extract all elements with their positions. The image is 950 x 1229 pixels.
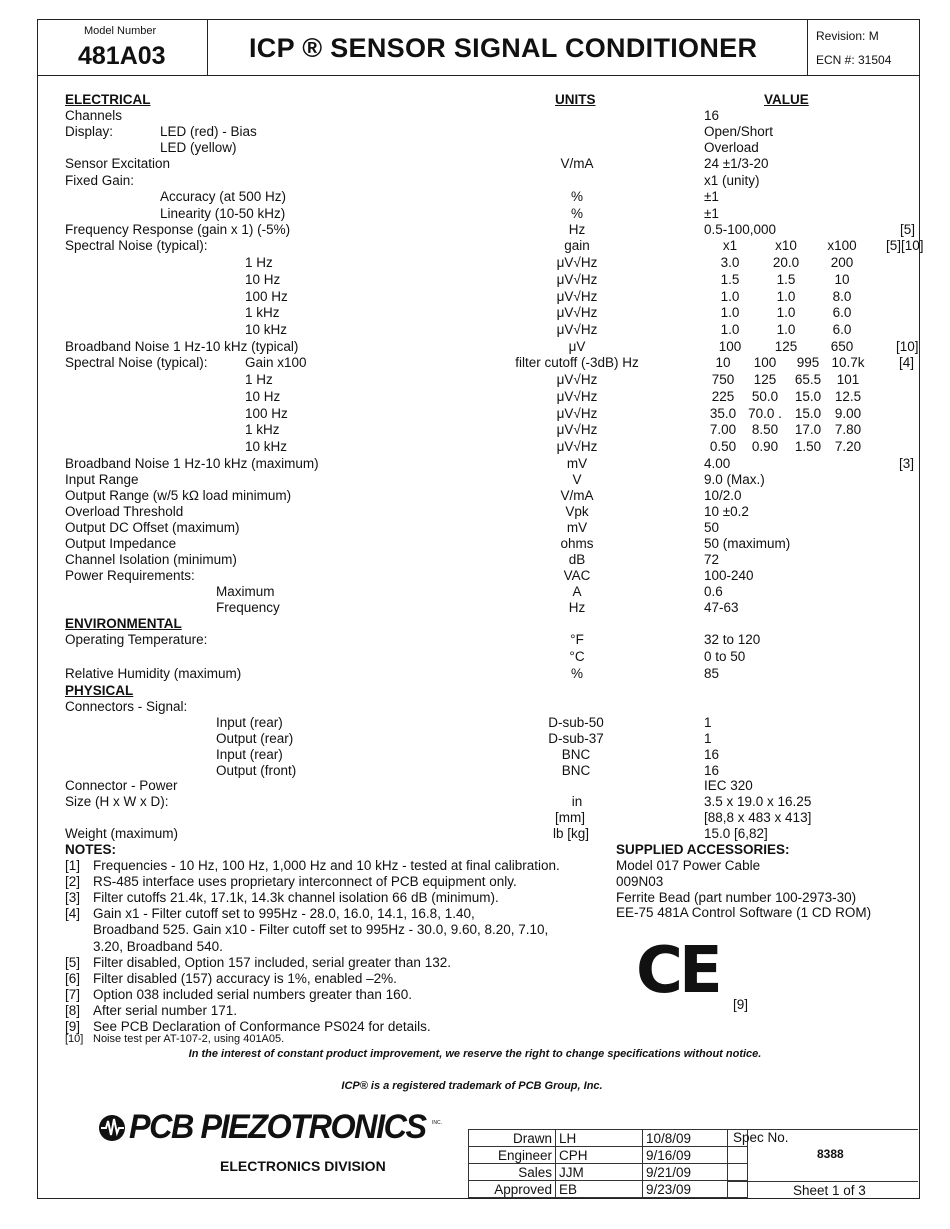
noise-value: 1.0 <box>776 305 796 321</box>
note-number: [4] <box>65 906 81 922</box>
note-text: Filter disabled (157) accuracy is 1%, enabled –2%. <box>93 970 397 986</box>
connector-count: 16 <box>704 763 720 778</box>
note-text: See PCB Declaration of Conformance PS024 for details. <box>93 1019 431 1034</box>
signoff-role: Sales <box>469 1164 556 1181</box>
row-value: IEC 320 <box>704 778 753 793</box>
row-label: Channel Isolation (minimum) <box>65 552 237 567</box>
note-text: Gain x1 - Filter cutoff set to 995Hz - 28.0, 16.0, 14.1, 16.8, 1.40, <box>93 906 475 922</box>
row-label: Frequency Response (gain x 1) (-5%) <box>65 222 291 237</box>
row-value: 72 <box>704 552 720 567</box>
disclaimer: In the interest of constant product improvement, we reserve the right to change specifications without notice. <box>188 1048 762 1060</box>
noise-value: 1.0 <box>776 322 796 338</box>
row-unit: V <box>572 472 582 487</box>
document-title: ICP ® SENSOR SIGNAL CONDITIONER <box>249 33 758 63</box>
noise-frequency: 100 Hz <box>245 288 288 304</box>
sheet-number: Sheet 1 of 3 <box>793 1183 866 1198</box>
noise-value: 50.0 <box>751 388 779 404</box>
row-label: Input Range <box>65 472 139 487</box>
row-value: 10/2.0 <box>704 488 742 503</box>
row-unit: Hz <box>568 222 586 237</box>
row-unit: % <box>570 666 584 681</box>
row-unit: VAC <box>563 568 591 583</box>
row-label: Weight (maximum) <box>65 826 179 841</box>
row-value: x1 <box>722 238 738 253</box>
noise-value: 9.00 <box>834 405 862 421</box>
row-value: 0.5-100,000 <box>704 222 777 237</box>
connector-label: Input (rear) <box>216 747 283 762</box>
row-value: ±1 <box>704 206 719 221</box>
row-unit: mV <box>566 456 588 471</box>
note-text: 3.20, Broadband 540. <box>93 938 223 954</box>
connector-label: Input (rear) <box>216 715 283 730</box>
row-value: 15.0 [6,82] <box>704 826 768 841</box>
noise-value: 7.20 <box>834 439 862 455</box>
accessories-heading: SUPPLIED ACCESSORIES: <box>616 842 790 857</box>
note-number: [5] <box>65 954 81 970</box>
row-value: 24 ±1/3-20 <box>704 156 769 171</box>
row-unit: [mm] <box>555 810 585 825</box>
noise-unit: μV√Hz <box>556 422 598 438</box>
row-sublabel: Maximum <box>216 584 275 599</box>
connector-label: Output (front) <box>216 763 297 778</box>
row-value: x10 <box>775 238 797 253</box>
noise-unit: μV√Hz <box>556 439 598 455</box>
noise-value: 70.0 . <box>748 405 782 421</box>
row-value: 100 <box>753 355 777 370</box>
note-number: [6] <box>65 970 81 986</box>
accessory-item: 009N03 <box>616 873 664 889</box>
note-text: Filter cutoffs 21.4k, 17.1k, 14.3k channel isolation 66 dB (minimum). <box>93 890 499 906</box>
row-label: Broadband Noise 1 Hz-10 kHz (typical) <box>65 339 299 354</box>
row-sublabel: Accuracy (at 500 Hz) <box>160 189 287 204</box>
electrical-heading: ELECTRICAL <box>65 92 151 107</box>
brand-inc: INC. <box>432 1120 442 1126</box>
row-value: 9.0 (Max.) <box>704 472 765 487</box>
noise-frequency: 10 kHz <box>245 439 288 455</box>
environmental-heading: ENVIRONMENTAL <box>65 616 182 631</box>
row-sublabel: LED (red) - Bias <box>160 124 257 139</box>
row-unit: V/mA <box>560 488 594 503</box>
noise-value: 0.50 <box>709 439 737 455</box>
row-value: Open/Short <box>704 124 774 139</box>
row-unit: °F <box>570 632 584 647</box>
row-label: Power Requirements: <box>65 568 195 583</box>
row-value: x1 (unity) <box>704 173 760 188</box>
note-text: Option 038 included serial numbers greater than 160. <box>93 986 412 1002</box>
row-note: [10] <box>896 339 919 354</box>
row-sublabel: LED (yellow) <box>160 140 237 155</box>
row-unit: dB <box>568 552 586 567</box>
noise-unit: μV√Hz <box>556 388 598 404</box>
row-value: 50 (maximum) <box>704 536 791 551</box>
noise-value: 1.0 <box>720 305 740 321</box>
row-value: 85 <box>704 666 720 681</box>
row-value: x100 <box>827 238 857 253</box>
noise-value: 200 <box>830 255 854 270</box>
noise-value: 65.5 <box>794 372 822 387</box>
row-unit: °C <box>569 649 585 664</box>
row-sublabel: Gain x100 <box>245 355 307 370</box>
noise-unit: μV√Hz <box>556 372 598 387</box>
row-label: Output DC Offset (maximum) <box>65 520 240 535</box>
signoff-row <box>469 1147 748 1164</box>
note-text: Frequencies - 10 Hz, 100 Hz, 1,000 Hz and 10 kHz - tested at final calibration. <box>93 858 560 873</box>
row-label: Output Impedance <box>65 536 177 551</box>
row-unit: A <box>572 584 582 599</box>
noise-value: 750 <box>711 372 735 387</box>
signoff-row <box>469 1164 748 1181</box>
noise-value: 1.50 <box>794 439 822 455</box>
accessory-item: EE-75 481A Control Software (1 CD ROM) <box>616 905 872 921</box>
row-unit: gain <box>564 238 590 253</box>
row-value: 100 <box>718 339 742 354</box>
noise-frequency: 10 Hz <box>245 271 281 287</box>
noise-value: 0.90 <box>751 439 779 455</box>
row-unit: % <box>570 206 584 221</box>
signoff-date: 10/8/09 <box>643 1130 748 1147</box>
row-note: [3] <box>899 456 915 471</box>
row-label: Size (H x W x D): <box>65 794 169 809</box>
ce-mark-icon: CE <box>636 934 719 1008</box>
noise-value: 1.5 <box>776 271 796 287</box>
signoff-row <box>469 1130 748 1147</box>
value-heading: VALUE <box>764 92 809 107</box>
row-label: Broadband Noise 1 Hz-10 kHz (maximum) <box>65 456 319 471</box>
accessory-item: Ferrite Bead (part number 100-2973-30) <box>616 889 857 905</box>
row-note: [5] <box>900 222 916 237</box>
signoff-date: 9/23/09 <box>643 1181 748 1198</box>
noise-value: 1.0 <box>776 288 796 304</box>
noise-value: 10 <box>834 271 850 287</box>
row-unit: lb [kg] <box>552 826 590 841</box>
signoff-role: Approved <box>469 1181 556 1198</box>
row-value: Overload <box>704 140 759 155</box>
signoff-who: JJM <box>556 1164 643 1181</box>
brand-name: PCB PIEZOTRONICS <box>129 1108 426 1146</box>
note-text: RS-485 interface uses proprietary interconnect of PCB equipment only. <box>93 874 517 890</box>
noise-value: 6.0 <box>832 305 852 321</box>
model-label: Model Number <box>84 25 157 37</box>
units-heading: UNITS <box>555 92 596 107</box>
row-value: 4.00 <box>704 456 731 471</box>
row-label: Spectral Noise (typical): <box>65 355 208 370</box>
row-value: 32 to 120 <box>704 632 761 647</box>
row-label: Operating Temperature: <box>65 632 208 647</box>
signoff-who: LH <box>556 1130 643 1147</box>
noise-value: 1.0 <box>720 322 740 338</box>
noise-value: 1.5 <box>720 271 740 287</box>
ecn-number: ECN #: 31504 <box>816 53 892 67</box>
accessory-item: Model 017 Power Cable <box>616 858 761 873</box>
noise-value: 7.80 <box>834 422 862 438</box>
note-number: [2] <box>65 874 81 890</box>
row-label: Overload Threshold <box>65 504 184 519</box>
noise-value: 17.0 <box>794 422 822 438</box>
noise-value: 35.0 <box>709 405 737 421</box>
signoff-date: 9/16/09 <box>643 1147 748 1164</box>
row-label: Channels <box>65 108 123 123</box>
row-value: 47-63 <box>704 600 739 615</box>
note-number: [1] <box>65 858 81 873</box>
row-unit: Hz <box>568 600 586 615</box>
noise-unit: μV√Hz <box>556 405 598 421</box>
connector-type: D-sub-50 <box>548 715 604 730</box>
noise-frequency: 1 kHz <box>245 422 280 438</box>
noise-frequency: 1 Hz <box>245 255 273 270</box>
physical-heading: PHYSICAL <box>65 683 134 698</box>
noise-unit: μV√Hz <box>556 322 598 338</box>
signoff-who: EB <box>556 1181 643 1198</box>
row-value: 125 <box>774 339 798 354</box>
connector-label: Output (rear) <box>216 731 294 746</box>
noise-unit: μV√Hz <box>556 288 598 304</box>
signoff-date: 9/21/09 <box>643 1164 748 1181</box>
noise-value: 20.0 <box>772 255 800 270</box>
row-label: Sensor Excitation <box>65 156 171 171</box>
spec-number: 8388 <box>817 1147 844 1161</box>
note-number: [10] <box>65 1033 84 1045</box>
noise-value: 3.0 <box>720 255 740 270</box>
model-number: 481A03 <box>78 42 166 70</box>
noise-value: 8.50 <box>751 422 779 438</box>
row-unit: Vpk <box>565 504 589 519</box>
trademark-notice: ICP® is a registered trademark of PCB Group, Inc. <box>341 1080 603 1092</box>
noise-frequency: 1 kHz <box>245 305 280 321</box>
row-sublabel: Linearity (10-50 kHz) <box>160 206 286 221</box>
note-text: After serial number 171. <box>93 1002 238 1018</box>
connector-type: BNC <box>561 747 591 762</box>
noise-frequency: 10 kHz <box>245 322 288 338</box>
row-value: 100-240 <box>704 568 754 583</box>
division-name: ELECTRONICS DIVISION <box>220 1158 386 1174</box>
row-value: 0.6 <box>704 584 723 599</box>
noise-value: 15.0 <box>794 405 822 421</box>
connector-count: 1 <box>704 715 712 730</box>
row-unit: in <box>571 794 583 809</box>
row-label: Output Range (w/5 kΩ load minimum) <box>65 488 292 503</box>
noise-value: 101 <box>836 372 860 387</box>
noise-value: 8.0 <box>832 288 852 304</box>
noise-value: 225 <box>711 388 735 404</box>
note-number: [8] <box>65 1002 81 1018</box>
note-number: [9] <box>65 1019 81 1034</box>
row-unit: mV <box>566 520 588 535</box>
note-number: [7] <box>65 986 81 1002</box>
noise-value: 125 <box>753 372 777 387</box>
row-note: [5][10] <box>886 238 924 253</box>
row-unit: filter cutoff (-3dB) Hz <box>515 355 639 370</box>
notes-heading: NOTES: <box>65 842 117 857</box>
row-label: Relative Humidity (maximum) <box>65 666 242 681</box>
row-label: Connectors - Signal: <box>65 699 188 714</box>
connector-count: 16 <box>704 747 720 762</box>
row-value: 16 <box>704 108 720 123</box>
row-value: 50 <box>704 520 720 535</box>
row-unit: V/mA <box>560 156 594 171</box>
noise-frequency: 10 Hz <box>245 388 281 404</box>
spec-label: Spec No. <box>733 1130 789 1145</box>
row-value: 10.7k <box>831 355 865 370</box>
row-note: [4] <box>899 355 915 370</box>
noise-value: 7.00 <box>709 422 737 438</box>
signoff-role: Drawn <box>469 1130 556 1147</box>
row-sublabel: Frequency <box>216 600 280 615</box>
note-text: Broadband 525. Gain x10 - Filter cutoff set to 995Hz - 30.0, 9.60, 8.20, 7.10, <box>93 922 549 938</box>
noise-unit: μV√Hz <box>556 271 598 287</box>
row-unit: % <box>570 189 584 204</box>
noise-value: 12.5 <box>834 388 862 404</box>
noise-unit: μV√Hz <box>556 255 598 270</box>
row-value: 10 ±0.2 <box>704 504 749 519</box>
connector-type: D-sub-37 <box>548 731 604 746</box>
row-value: 650 <box>830 339 854 354</box>
noise-value: 15.0 <box>794 388 822 404</box>
signoff-row <box>469 1181 748 1198</box>
row-value: 0 to 50 <box>704 649 746 664</box>
noise-frequency: 1 Hz <box>245 372 273 387</box>
note-text: Noise test per AT-107-2, using 401A05. <box>93 1033 285 1045</box>
noise-value: 6.0 <box>832 322 852 338</box>
connector-count: 1 <box>704 731 712 746</box>
revision: Revision: M <box>816 29 879 43</box>
row-value: 3.5 x 19.0 x 16.25 <box>704 794 812 809</box>
signoff-role: Engineer <box>469 1147 556 1164</box>
row-unit: μV <box>568 339 586 354</box>
signoff-table <box>468 1129 748 1198</box>
noise-unit: μV√Hz <box>556 305 598 321</box>
row-value: ±1 <box>704 189 719 204</box>
pcb-logo-icon <box>97 1113 129 1143</box>
row-label: Connector - Power <box>65 778 178 793</box>
connector-type: BNC <box>561 763 591 778</box>
ce-note: [9] <box>733 997 749 1012</box>
row-value: [88,8 x 483 x 413] <box>704 810 812 825</box>
row-label: Display: <box>65 124 114 139</box>
row-value: 10 <box>715 355 731 370</box>
signoff-who: CPH <box>556 1147 643 1164</box>
row-unit: ohms <box>560 536 594 551</box>
noise-value: 1.0 <box>720 288 740 304</box>
note-text: Filter disabled, Option 157 included, serial greater than 132. <box>93 954 451 970</box>
row-label: Spectral Noise (typical): <box>65 238 208 253</box>
noise-frequency: 100 Hz <box>245 405 288 421</box>
row-label: Fixed Gain: <box>65 173 135 188</box>
note-number: [3] <box>65 890 81 906</box>
row-value: 995 <box>796 355 820 370</box>
